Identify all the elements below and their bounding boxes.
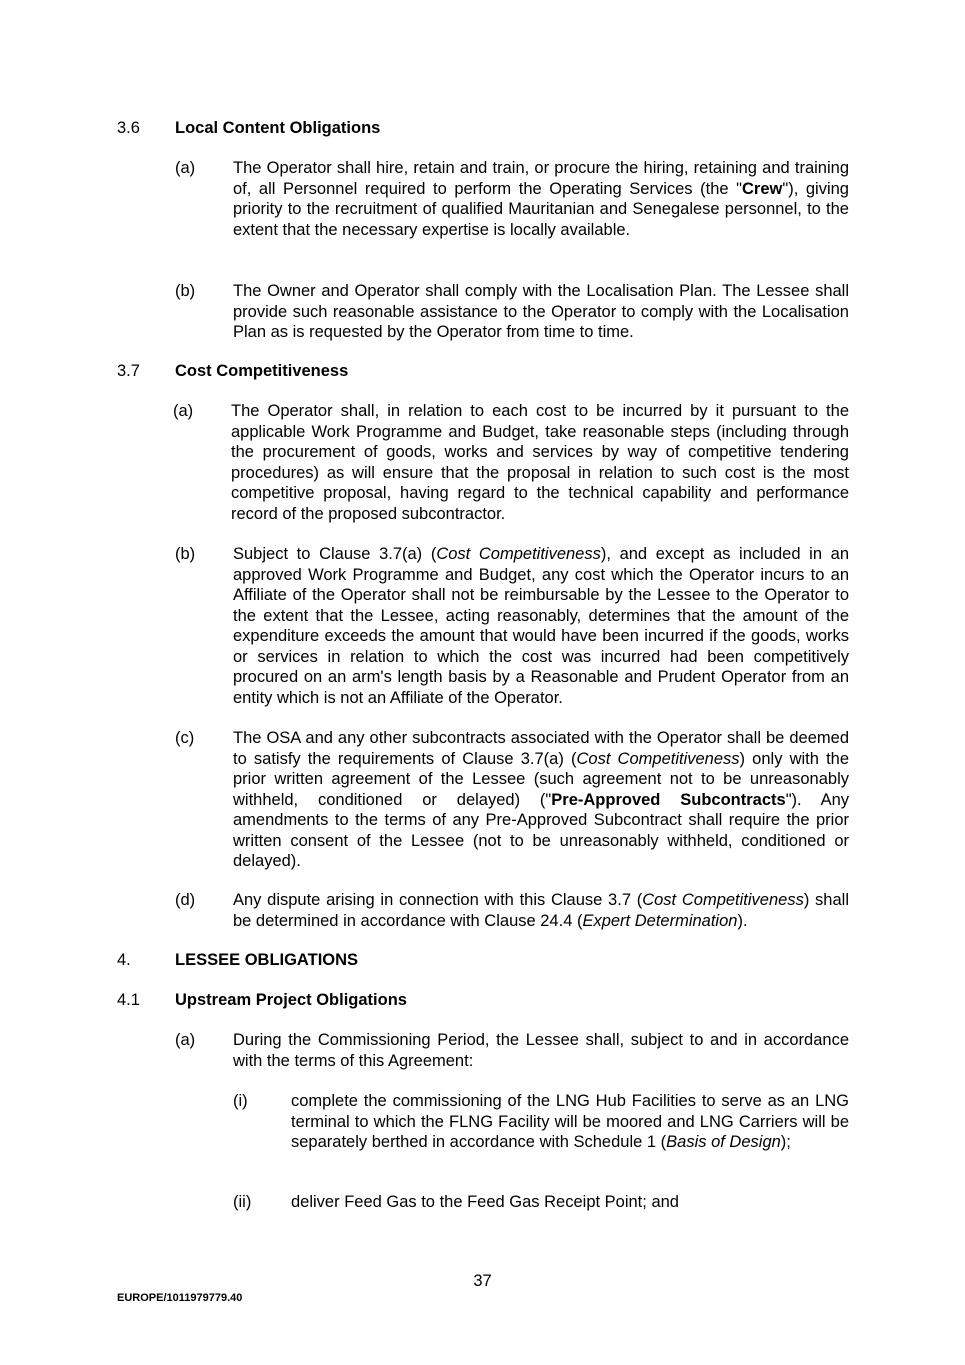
cross-reference: Cost Competitiveness bbox=[642, 891, 804, 909]
cross-reference: Expert Determination bbox=[582, 911, 738, 930]
defined-term: Pre-Approved Subcontracts bbox=[551, 790, 786, 809]
clause-label: (d) bbox=[175, 891, 196, 909]
document-reference: EUROPE/1011979779.40 bbox=[117, 1292, 243, 1304]
section-title: Upstream Project Obligations bbox=[175, 991, 407, 1009]
clause-text: Subject to Clause 3.7(a) (Cost Competitiveness), and except as included in an approved Work Programme and Budget, any cost which the Operator incurs to an Affiliate of the Operator shall not be reimbursable by the Lessee to the Operator to the extent that the Lessee, acting reasonably, determines that the amount of the expenditure exceeds the amount that would have been incurred if the goods, works or services in relation to which the cost was incurred had been competitively procured on an arm's length basis by a Reasonable and Prudent Operator from an entity which is not an Affiliate of the Operator. bbox=[233, 545, 849, 707]
clause-label: (a) bbox=[173, 402, 194, 420]
clause-text: The Owner and Operator shall comply with the Localisation Plan. The Lessee shall provide such reasonable assistance to the Operator to comply with the Localisation Plan as is requested by the Operator from time to time. bbox=[233, 282, 849, 341]
section-number: 3.7 bbox=[117, 362, 140, 380]
clause-label: (b) bbox=[175, 282, 196, 300]
clause-text: The OSA and any other subcontracts associated with the Operator shall be deemed to satisfy the requirements of Clause 3.7(a) (Cost Competitiveness) only with the prior written agreement of the Lessee (such agreement not to be unreasonably withheld, conditioned or delayed) ("Pre-Approved Subcontracts"). Any amendments to the terms of any Pre-Approved Subcontract shall require the prior written consent of the Lessee (not to be unreasonably withheld, conditioned or delayed). bbox=[233, 729, 850, 870]
cross-reference: Cost Competitiveness bbox=[436, 545, 601, 563]
cross-reference: Basis of Design bbox=[666, 1133, 781, 1151]
clause-label: (a) bbox=[175, 159, 196, 177]
clause-text: The Operator shall, in relation to each cost to be incurred by it pursuant to the applicable Work Programme and Budget, take reasonable steps (including through the procurement of goods, works and services by way of competitive tendering procedures) as will ensure that the proposal in relation to such cost is the most competitive proposal, having regard to the technical capability and performance record of the proposed subcontractor. bbox=[231, 402, 849, 523]
clause-text: deliver Feed Gas to the Feed Gas Receipt Point; and bbox=[291, 1193, 679, 1211]
clause-text: Any dispute arising in connection with this Clause 3.7 (Cost Competitiveness) shall be determined in accordance with Clause 24.4 (Expert Determination). bbox=[233, 891, 849, 930]
clause-text: During the Commissioning Period, the Lessee shall, subject to and in accordance with the terms of this Agreement: bbox=[233, 1031, 849, 1070]
clause-label: (ii) bbox=[233, 1193, 252, 1211]
clause-text: The Operator shall hire, retain and train, or procure the hiring, retaining and training of, all Personnel required to perform the Operating Services (the "Crew"), giving priority to the recruitment of qualified Mauritanian and Senegalese personnel, to the extent that the necessary expertise is locally available. bbox=[233, 159, 849, 239]
defined-term: Crew bbox=[742, 179, 783, 198]
section-title: Cost Competitiveness bbox=[175, 362, 349, 380]
clause-text: complete the commissioning of the LNG Hub Facilities to serve as an LNG terminal to which the FLNG Facility will be moored and LNG Carriers will be separately berthed in accordance with Schedule 1 (Basis of Design); bbox=[291, 1092, 849, 1151]
section-title: Local Content Obligations bbox=[175, 119, 381, 137]
section-number: 4. bbox=[117, 951, 131, 969]
page-number: 37 bbox=[473, 1272, 492, 1290]
clause-label: (i) bbox=[233, 1092, 248, 1110]
clause-label: (c) bbox=[175, 729, 195, 747]
section-title: LESSEE OBLIGATIONS bbox=[175, 951, 359, 969]
cross-reference: Cost Competitiveness bbox=[576, 749, 740, 768]
section-number: 4.1 bbox=[117, 991, 140, 1009]
clause-label: (a) bbox=[175, 1031, 196, 1049]
section-number: 3.6 bbox=[117, 119, 140, 137]
clause-label: (b) bbox=[175, 545, 196, 563]
